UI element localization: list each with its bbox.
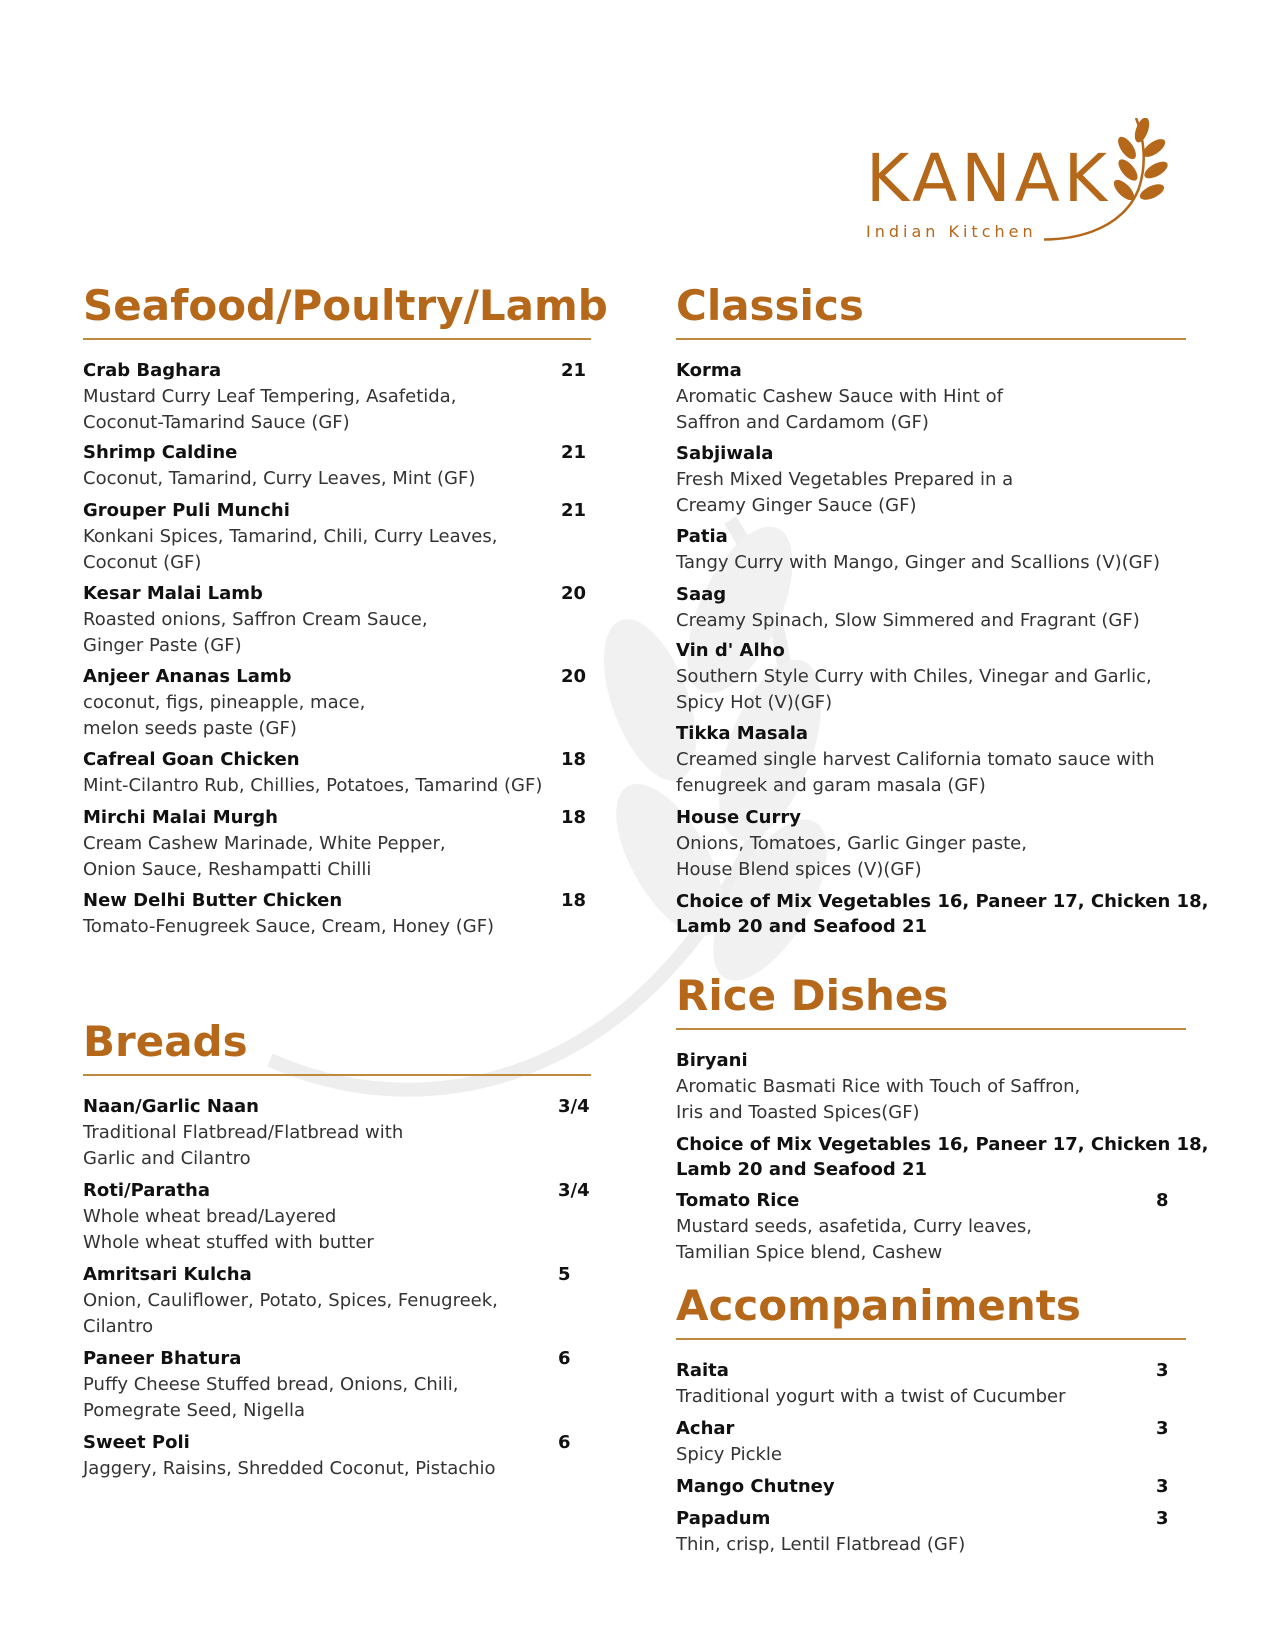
item-price: 3 [1156,1418,1169,1439]
item-description: Onion, Cauliflower, Potato, Spices, Fenugreek, Cilantro [83,1290,498,1337]
item-price: 21 [561,442,587,463]
protein-choice-note: Choice of Mix Vegetables 16, Paneer 17, Chicken 18, Lamb 20 and Seafood 21 [676,891,1209,937]
item-description: Cream Cashew Marinade, White Pepper, Onion Sauce, Reshampatti Chilli [83,833,446,880]
section-title-accompaniments: Accompaniments [676,1281,1081,1330]
item-price: 3 [1156,1476,1169,1497]
item-name: Korma [676,360,742,381]
section-divider [676,1028,1186,1030]
item-description: Roasted onions, Saffron Cream Sauce, Ginger Paste (GF) [83,609,428,656]
item-name: Vin d' Alho [676,640,785,661]
section-title-rice: Rice Dishes [676,971,949,1020]
item-name: Paneer Bhatura [83,1348,242,1369]
item-name: Tomato Rice [676,1190,800,1211]
item-price: 18 [561,807,587,828]
item-name: Roti/Paratha [83,1180,211,1201]
item-price: 8 [1156,1190,1169,1211]
item-name: Crab Baghara [83,360,222,381]
item-price: 6 [558,1432,571,1453]
item-price: 21 [561,360,587,381]
item-price: 20 [561,583,587,604]
item-description: Mustard Curry Leaf Tempering, Asafetida, Coconut-Tamarind Sauce (GF) [83,386,457,433]
section-divider [676,1338,1186,1340]
section-title-breads: Breads [83,1017,248,1066]
item-name: Sabjiwala [676,443,774,464]
item-price: 21 [561,500,587,521]
item-name: Papadum [676,1508,771,1529]
item-name: Naan/Garlic Naan [83,1096,259,1117]
item-description: Aromatic Basmati Rice with Touch of Saffron, Iris and Toasted Spices(GF) [676,1076,1081,1123]
wheat-icon [1044,118,1174,258]
item-name: Cafreal Goan Chicken [83,749,300,770]
item-description: Creamy Spinach, Slow Simmered and Fragrant (GF) [676,610,1140,631]
item-description: Tomato-Fenugreek Sauce, Cream, Honey (GF) [83,916,495,937]
item-name: Raita [676,1360,729,1381]
item-name: Achar [676,1418,735,1439]
item-description: Mint-Cilantro Rub, Chillies, Potatoes, Tamarind (GF) [83,775,543,796]
item-name: Patia [676,526,728,547]
item-price: 18 [561,890,587,911]
item-description: Onions, Tomatoes, Garlic Ginger paste, House Blend spices (V)(GF) [676,833,1027,880]
item-description: Whole wheat bread/Layered Whole wheat stuffed with butter [83,1206,374,1253]
section-divider [83,338,591,340]
item-description: Jaggery, Raisins, Shredded Coconut, Pistachio [83,1458,496,1479]
item-description: Coconut, Tamarind, Curry Leaves, Mint (GF) [83,468,476,489]
item-name: Shrimp Caldine [83,442,238,463]
item-name: Tikka Masala [676,723,809,744]
item-name: New Delhi Butter Chicken [83,890,343,911]
item-name: Mirchi Malai Murgh [83,807,278,828]
item-price: 18 [561,749,587,770]
item-price: 6 [558,1348,571,1369]
item-name: Amritsari Kulcha [83,1264,252,1285]
item-description: Spicy Pickle [676,1444,782,1465]
item-price: 3/4 [558,1180,590,1201]
item-description: Thin, crisp, Lentil Flatbread (GF) [676,1534,966,1555]
section-divider [83,1074,591,1076]
item-name: Biryani [676,1050,748,1071]
item-name: Saag [676,584,727,605]
item-price: 5 [558,1264,571,1285]
item-description: Aromatic Cashew Sauce with Hint of Saffron and Cardamom (GF) [676,386,1004,433]
item-name: House Curry [676,807,801,828]
item-description: Konkani Spices, Tamarind, Chili, Curry Leaves, Coconut (GF) [83,526,498,573]
item-name: Sweet Poli [83,1432,190,1453]
item-name: Mango Chutney [676,1476,835,1497]
item-description: Traditional yogurt with a twist of Cucumber [676,1386,1066,1407]
brand-tagline: Indian Kitchen [866,222,1037,241]
item-description: Mustard seeds, asafetida, Curry leaves, Tamilian Spice blend, Cashew [676,1216,1032,1263]
brand-logo [866,118,1196,258]
item-name: Kesar Malai Lamb [83,583,263,604]
item-price: 3 [1156,1360,1169,1381]
item-price: 20 [561,666,587,687]
item-description: Puffy Cheese Stuffed bread, Onions, Chili, Pomegrate Seed, Nigella [83,1374,459,1421]
section-title-seafood: Seafood/Poultry/Lamb [83,281,608,330]
section-divider [676,338,1186,340]
item-price: 3 [1156,1508,1169,1529]
section-title-classics: Classics [676,281,864,330]
item-name: Anjeer Ananas Lamb [83,666,292,687]
item-description: Tangy Curry with Mango, Ginger and Scallions (V)(GF) [676,552,1160,573]
brand-name: KANAK [866,140,1112,217]
item-description: Southern Style Curry with Chiles, Vinegar and Garlic, Spicy Hot (V)(GF) [676,666,1152,713]
item-description: Fresh Mixed Vegetables Prepared in a Creamy Ginger Sauce (GF) [676,469,1014,516]
item-price: 3/4 [558,1096,590,1117]
item-description: Traditional Flatbread/Flatbread with Garlic and Cilantro [83,1122,404,1169]
item-description: Creamed single harvest California tomato sauce with fenugreek and garam masala (GF) [676,749,1155,796]
protein-choice-note: Choice of Mix Vegetables 16, Paneer 17, Chicken 18, Lamb 20 and Seafood 21 [676,1134,1209,1180]
item-description: coconut, figs, pineapple, mace, melon seeds paste (GF) [83,692,366,739]
item-name: Grouper Puli Munchi [83,500,290,521]
